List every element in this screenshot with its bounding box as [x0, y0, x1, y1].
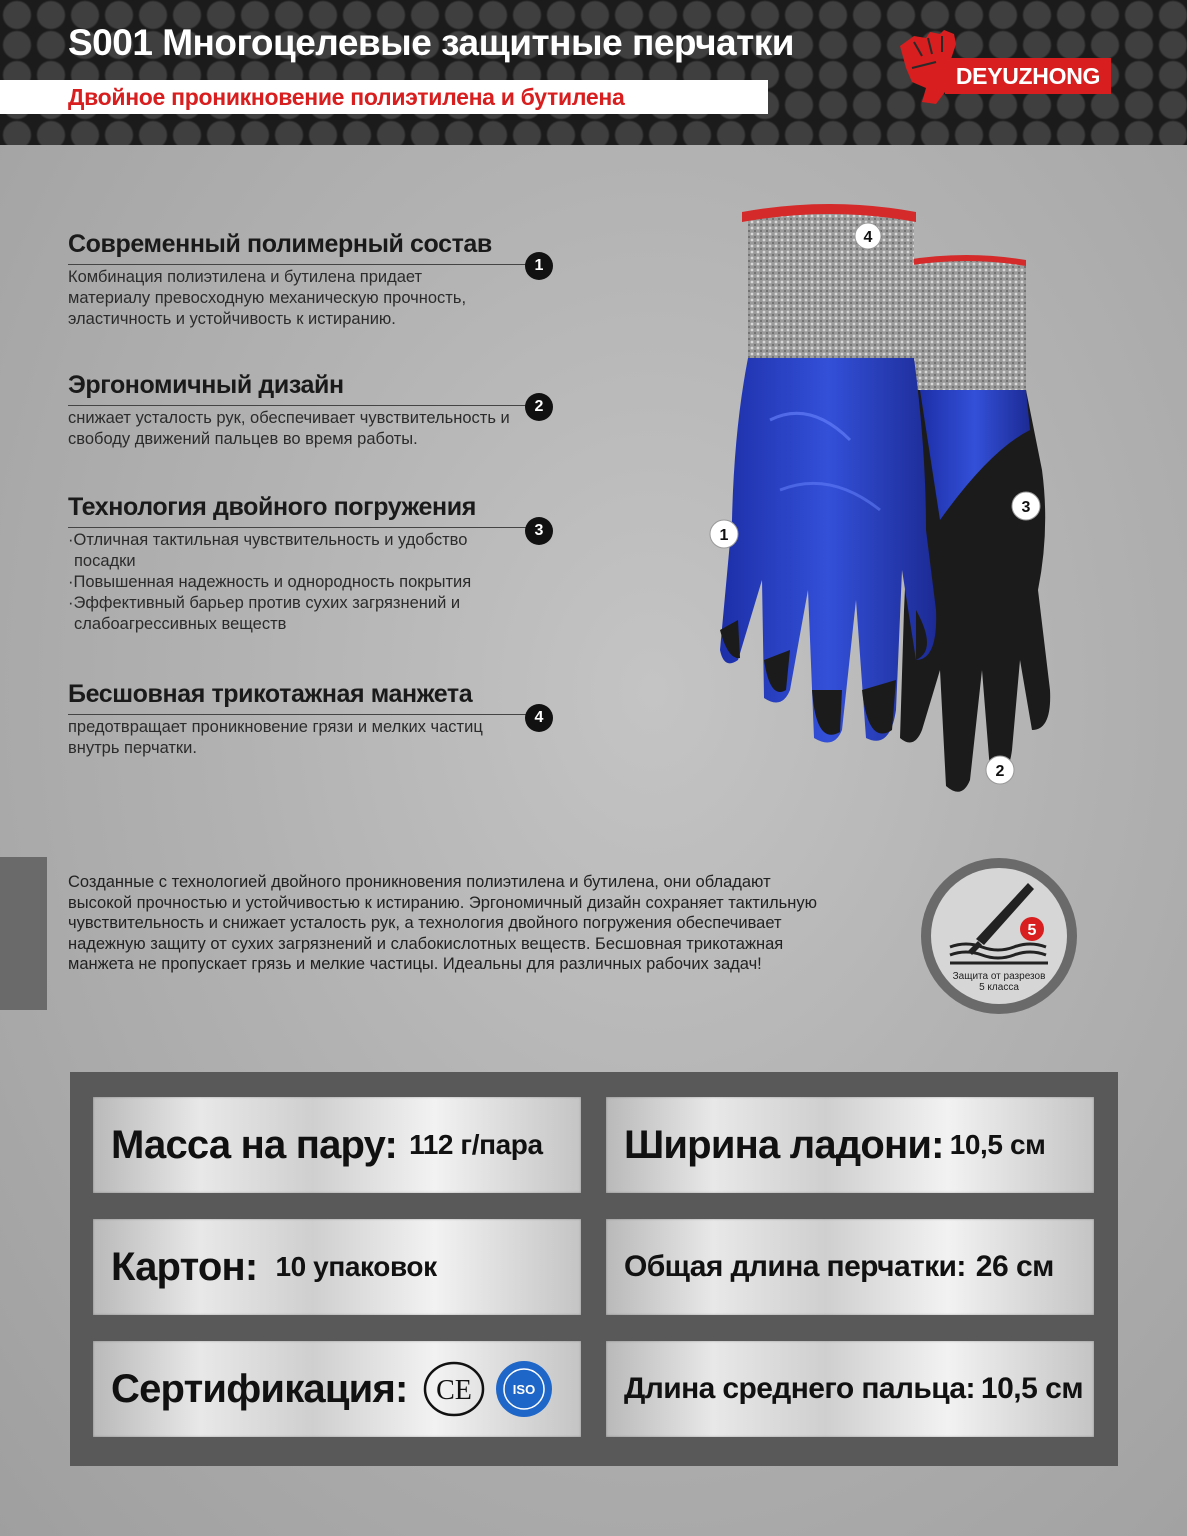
badge-caption	[916, 971, 1082, 993]
cut-protection-badge	[916, 853, 1082, 1019]
subtitle-bar	[0, 80, 768, 114]
svg-text:CE: CE	[435, 1375, 472, 1406]
page-title: S001 Многоцелевые защитные перчатки	[68, 22, 795, 63]
divider	[68, 714, 526, 715]
page-subtitle: Двойное проникновение полиэтилена и бутилена	[68, 84, 625, 110]
specs-panel	[70, 1072, 1118, 1466]
feature-bullets	[68, 530, 508, 635]
ce-mark-icon	[422, 1359, 486, 1419]
spec-label: Картон:	[111, 1244, 258, 1289]
svg-text:ISO: ISO	[512, 1382, 535, 1397]
list-item: ·Повышенная надежность и однородность покрытия	[68, 573, 472, 591]
feature-title: Бесшовная трикотажная манжета	[68, 680, 473, 708]
spec-value: 10,5 см	[949, 1129, 1046, 1160]
feature-text: снижает усталость рук, обеспечивает чувствительность и свободу движений пальцев во время работы.	[68, 409, 510, 448]
cut-protection-icon	[916, 853, 1082, 1019]
badge-level: 5	[1027, 922, 1037, 939]
list-item: ·Отличная тактильная чувствительность и удобство посадки	[68, 531, 468, 570]
feature-polymer	[68, 230, 558, 330]
header-banner	[0, 0, 1187, 145]
feature-number-badge: 4	[525, 704, 553, 732]
feature-text: Комбинация полиэтилена и бутилена придает материалу превосходную механическую прочность, эластичность и устойчивость к истиранию.	[68, 268, 467, 328]
iso-mark-icon	[494, 1359, 554, 1419]
spec-weight	[93, 1097, 581, 1193]
feature-title: Эргономичный дизайн	[68, 371, 344, 399]
feature-double-dip	[68, 493, 558, 635]
spec-finger-length	[606, 1341, 1094, 1437]
spec-value: 10 упаковок	[275, 1251, 437, 1282]
divider	[68, 405, 526, 406]
gloves-image	[690, 190, 1130, 810]
feature-cuff	[68, 680, 558, 759]
spec-label: Масса на пару:	[111, 1122, 398, 1167]
feature-number-badge: 3	[525, 517, 553, 545]
marker-label: 3	[1021, 499, 1031, 516]
product-description: Созданные с технологией двойного проникновения полиэтилена и бутилена, они обладают высокой прочностью и устойчивостью к истиранию. Эргономичный дизайн сохраняет тактильную чувствительность и снижает усталость рук, а технология двойного погружения обеспечивает надежную защиту от сухих загрязнений и слабокислотных веществ. Бесшовная трикотажная манжета не пропускает грязь и мелкие частицы. Идеальны для различных рабочих задач!	[68, 873, 817, 974]
spec-label: Сертификация:	[111, 1366, 408, 1411]
divider	[68, 264, 526, 265]
feature-number-badge: 2	[525, 393, 553, 421]
spec-carton	[93, 1219, 581, 1315]
feature-title: Современный полимерный состав	[68, 230, 492, 258]
marker-label: 2	[995, 763, 1005, 780]
glove-illustration	[690, 190, 1130, 810]
badge-caption-line: Защита от разрезов	[952, 971, 1046, 982]
side-tab	[0, 857, 47, 1010]
divider	[68, 527, 526, 528]
spec-glove-length	[606, 1219, 1094, 1315]
spec-label: Ширина ладони:	[624, 1122, 944, 1167]
feature-number-badge: 1	[525, 252, 553, 280]
badge-caption-line: 5 класса	[979, 982, 1019, 993]
spec-label: Общая длина перчатки:	[624, 1250, 966, 1283]
brand-logo	[892, 28, 1117, 108]
spec-label: Длина среднего пальца:	[624, 1372, 975, 1405]
feature-text: предотвращает проникновение грязи и мелких частиц внутрь перчатки.	[68, 718, 483, 757]
feature-ergonomic	[68, 371, 558, 450]
marker-label: 1	[719, 527, 729, 544]
marker-label: 4	[863, 229, 873, 246]
spec-palm-width	[606, 1097, 1094, 1193]
brand-name: DEYUZHONG	[945, 58, 1111, 94]
spec-value: 112 г/пара	[409, 1129, 543, 1160]
spec-value: 10,5 см	[980, 1372, 1084, 1405]
list-item: ·Эффективный барьер против сухих загрязнений и слабоагрессивных веществ	[68, 594, 461, 633]
spec-value: 26 см	[975, 1250, 1054, 1283]
feature-title: Технология двойного погружения	[68, 493, 476, 521]
spec-certification	[93, 1341, 581, 1437]
